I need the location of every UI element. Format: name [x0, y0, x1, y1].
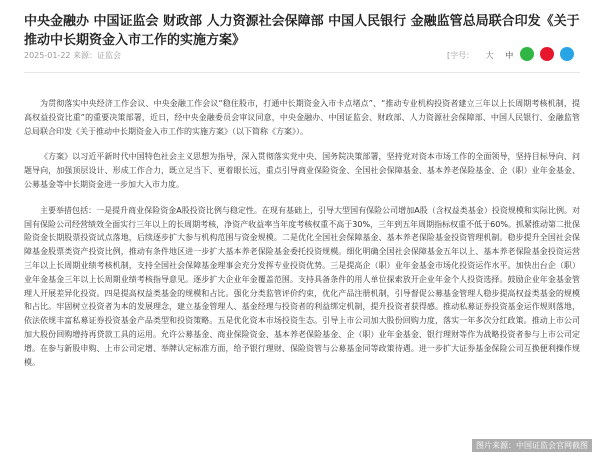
article-paragraph: 主要举措包括：一是提升商业保险资金A股投资比例与稳定性。在现有基础上，引导大型国有保险公司增加A股（含权益类基金）投资规模和实际比例。对国有保险公司经营绩效全面实行三年以上的长周期考核，净资产收益率当年度考核权重不高于30%，三年到五年周期指标权重不低于60%。抓紧推动第二批保险资金长期股票投资试点落地，后续逐步扩大参与机构范围与资金规模。二是优化全国社会保障基金、基本养老保险基金投资管理机制。稳步提升全国社会保障基金股票类资产投资比例，推动有条件地区进一步扩大基本养老保险基金委托投资规模。细化明确全国社会保障基金五年以上、基本养老保险基金投资运营三年以上长周期业绩考核机制，支持全国社会保障基金理事会充分发挥专业投资优势。三是提高企（职）业年金基金市场化投资运作水平。加快出台企（职）业年金基金三年以上长周期业绩考核指导意见。逐步扩大企业年金覆盖范围。支持具备条件的用人单位探索放开企业年金个人投资选择。鼓励企业年金基金管理人开展差异化投资。四是提高权益类基金的规模和占比。强化分类监管评价约束，优化产品注册机制，引导督促公募基金管理人稳步提高权益类基金的规模和占比。牢固树立投资者为本的发展理念，建立基金管理人、基金经理与投资者的利益绑定机制，提升投资者获得感。推动私募证券投资基金运作规则落地，依法依规丰富私募证券投资基金产品类型和投资策略。五是优化资本市场投资生态。引导上市公司加大股份回购力度，落实一年多次分红政策。推动上市公司加大股份回购增持再贷款工具的运用。允许公募基金、商业保险资金、基本养老保险基金、企（职）业年金基金、银行理财等作为战略投资者参与上市公司定增。在参与新股申购、上市公司定增、举牌认定标准方面，给予银行理财、保险资管与公募基金同等政策待遇。进一步扩大证券基金保险公司互换便利操作规模。	[24, 205, 580, 367]
image-source-watermark: 图片来源：中国证监会官网截图	[472, 439, 592, 452]
article-date: 2025-01-22	[24, 51, 71, 60]
font-size-large-button[interactable]: 大	[485, 51, 494, 60]
article-meta	[24, 49, 580, 63]
weibo-icon[interactable]	[540, 47, 554, 61]
font-size-medium-button[interactable]: 中	[505, 51, 514, 60]
font-size-label: [字号：	[447, 51, 475, 60]
share-buttons	[520, 47, 580, 61]
source-label: 来源：	[73, 51, 98, 60]
qq-icon[interactable]	[560, 47, 574, 61]
article-body	[24, 97, 580, 381]
wechat-icon[interactable]	[520, 47, 534, 61]
article-title: 中央金融办 中国证监会 财政部 人力资源社会保障部 中国人民银行 金融监管总局联合印发《关于推动中长期资金入市工作的实施方案》	[24, 14, 580, 48]
article-paragraph: 为贯彻落实中央经济工作会议、中央金融工作会议“稳住股市，打通中长期资金入市卡点堵点”、“推动专业机构投资者建立三年以上长周期考核机制，提高权益投资比重”的重要决策部署，近日，经中央金融委员会审议同意，中央金融办、中国证监会、财政部、人力资源社会保障部、中国人民银行、金融监管总局联合印发《关于推动中长期资金入市工作的实施方案》（以下简称《方案》）。	[24, 99, 580, 136]
article-source: 证监会	[97, 51, 122, 60]
divider	[24, 72, 580, 73]
article-date-source	[24, 50, 121, 61]
article-paragraph: 《方案》以习近平新时代中国特色社会主义思想为指导，深入贯彻落实党中央、国务院决策部署，坚持党对资本市场工作的全面领导，坚持目标导向、问题导向，加强顶层设计、形成工作合力，既立足当下、更着眼长远，重点引导商业保险资金、全国社会保障基金、基本养老保险基金、企（职）业年金基金、公募基金等中长期资金进一步加大入市力度。	[24, 152, 580, 189]
